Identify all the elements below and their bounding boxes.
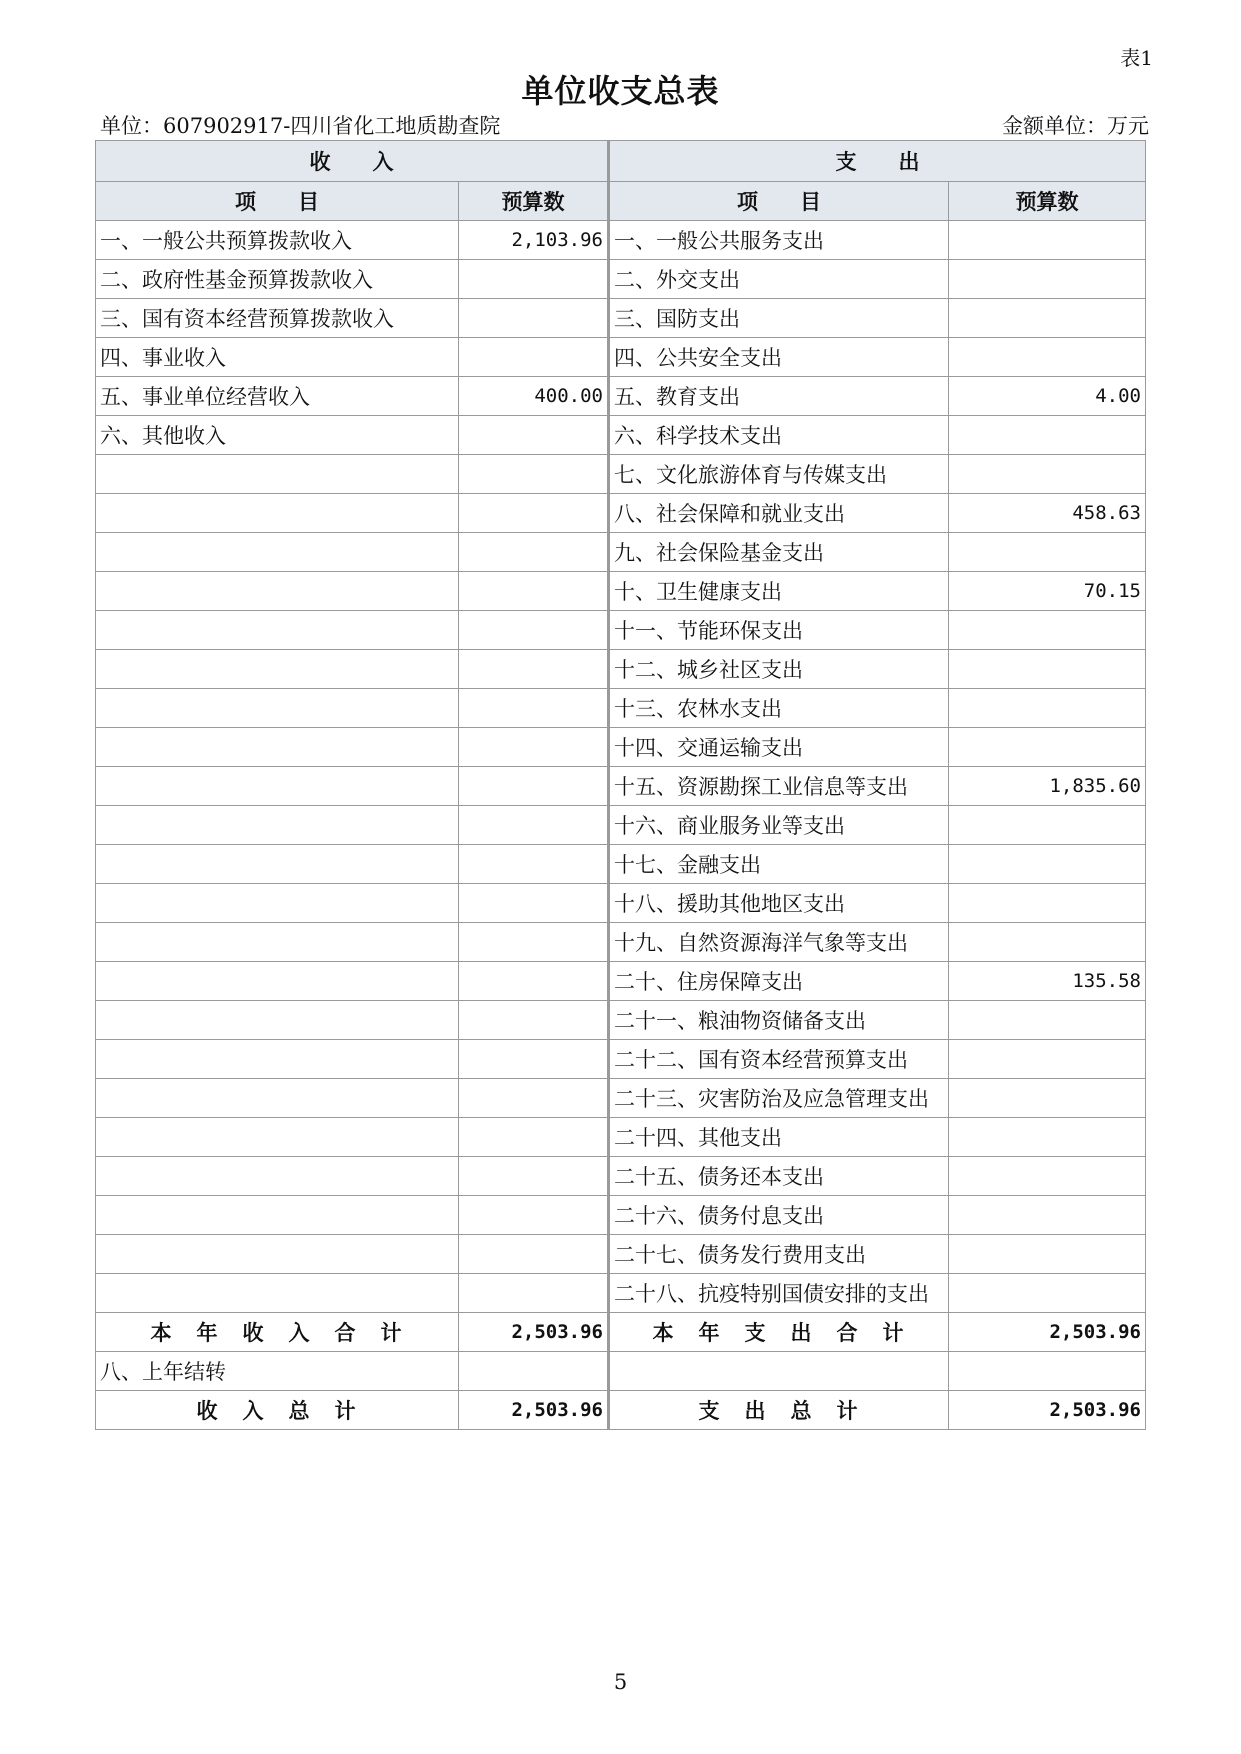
grand-income-total-label: 收 入 总 计 — [96, 1391, 459, 1430]
income-value-cell — [459, 1118, 609, 1157]
income-item-cell — [96, 455, 459, 494]
income-value-cell: 400.00 — [459, 377, 609, 416]
table-row — [96, 299, 1146, 338]
income-item-cell — [96, 1001, 459, 1040]
expense-item-cell: 十八、援助其他地区支出 — [609, 884, 949, 923]
grand-income-total-value: 2,503.96 — [459, 1391, 609, 1430]
income-item-cell: 五、事业单位经营收入 — [96, 377, 459, 416]
table-row — [96, 728, 1146, 767]
income-value-cell — [459, 1274, 609, 1313]
income-item-cell — [96, 1157, 459, 1196]
expense-item-cell: 二十五、债务还本支出 — [609, 1157, 949, 1196]
income-value-cell — [459, 260, 609, 299]
expense-item-cell: 二十七、债务发行费用支出 — [609, 1235, 949, 1274]
expense-item-cell: 十六、商业服务业等支出 — [609, 806, 949, 845]
income-value-cell — [459, 1001, 609, 1040]
income-value-cell — [459, 1040, 609, 1079]
expense-item-cell: 六、科学技术支出 — [609, 416, 949, 455]
income-item-cell: 一、一般公共预算拨款收入 — [96, 221, 459, 260]
expense-item-cell: 二、外交支出 — [609, 260, 949, 299]
expense-value-cell — [949, 845, 1146, 884]
expense-value-cell: 70.15 — [949, 572, 1146, 611]
income-value-cell — [459, 533, 609, 572]
page-title: 单位收支总表 — [521, 72, 720, 110]
income-value-cell — [459, 611, 609, 650]
expense-item-cell: 十九、自然资源海洋气象等支出 — [609, 923, 949, 962]
expense-value-cell — [949, 689, 1146, 728]
expense-item-cell: 二十、住房保障支出 — [609, 962, 949, 1001]
income-item-cell — [96, 728, 459, 767]
table-row — [96, 689, 1146, 728]
expense-item-cell: 二十六、债务付息支出 — [609, 1196, 949, 1235]
expense-budget-header: 预算数 — [949, 182, 1146, 221]
income-item-cell: 三、国有资本经营预算拨款收入 — [96, 299, 459, 338]
year-expense-total-label: 本 年 支 出 合 计 — [609, 1313, 949, 1352]
grand-expense-total-value: 2,503.96 — [949, 1391, 1146, 1430]
expense-item-cell: 十一、节能环保支出 — [609, 611, 949, 650]
expense-item-cell: 十、卫生健康支出 — [609, 572, 949, 611]
expense-value-cell: 4.00 — [949, 377, 1146, 416]
expense-item-cell: 七、文化旅游体育与传媒支出 — [609, 455, 949, 494]
income-item-cell — [96, 650, 459, 689]
expense-item-cell: 三、国防支出 — [609, 299, 949, 338]
income-value-cell — [459, 728, 609, 767]
table-row — [96, 884, 1146, 923]
expense-value-cell — [949, 884, 1146, 923]
income-value-cell — [459, 962, 609, 1001]
expense-item-cell: 十四、交通运输支出 — [609, 728, 949, 767]
income-item-cell — [96, 1196, 459, 1235]
expense-item-cell: 八、社会保障和就业支出 — [609, 494, 949, 533]
budget-summary-table — [95, 140, 1146, 1430]
income-item-cell — [96, 1118, 459, 1157]
table-row — [96, 845, 1146, 884]
income-item-cell — [96, 1235, 459, 1274]
currency-label: 金额单位：万元 — [1002, 114, 1149, 138]
carryover-expense-value — [949, 1352, 1146, 1391]
expense-value-cell — [949, 1196, 1146, 1235]
income-item-cell — [96, 1079, 459, 1118]
income-value-cell — [459, 689, 609, 728]
income-value-cell — [459, 650, 609, 689]
table-row — [96, 611, 1146, 650]
income-item-cell — [96, 1040, 459, 1079]
table-row — [96, 377, 1146, 416]
grand-expense-total-label: 支 出 总 计 — [609, 1391, 949, 1430]
year-expense-total-value: 2,503.96 — [949, 1313, 1146, 1352]
income-item-cell — [96, 767, 459, 806]
table-row — [96, 572, 1146, 611]
income-item-cell — [96, 572, 459, 611]
income-section-header: 收 入 — [96, 141, 609, 182]
expense-value-cell — [949, 611, 1146, 650]
expense-value-cell — [949, 416, 1146, 455]
income-item-cell — [96, 533, 459, 572]
year-income-total-label: 本 年 收 入 合 计 — [96, 1313, 459, 1352]
income-value-cell: 2,103.96 — [459, 221, 609, 260]
expense-value-cell — [949, 806, 1146, 845]
expense-item-cell: 二十四、其他支出 — [609, 1118, 949, 1157]
expense-value-cell: 1,835.60 — [949, 767, 1146, 806]
expense-value-cell — [949, 1118, 1146, 1157]
income-item-header: 项 目 — [96, 182, 459, 221]
table-row — [96, 1118, 1146, 1157]
expense-value-cell — [949, 1235, 1146, 1274]
expense-value-cell — [949, 455, 1146, 494]
grand-total-row — [96, 1391, 1146, 1430]
income-item-cell — [96, 845, 459, 884]
expense-value-cell — [949, 1079, 1146, 1118]
carryover-row — [96, 1352, 1146, 1391]
expense-item-cell: 二十三、灾害防治及应急管理支出 — [609, 1079, 949, 1118]
table-body — [96, 221, 1146, 1430]
carryover-income-value — [459, 1352, 609, 1391]
income-item-cell — [96, 611, 459, 650]
expense-item-header: 项 目 — [609, 182, 949, 221]
table-row — [96, 1040, 1146, 1079]
table-row — [96, 1001, 1146, 1040]
expense-item-cell: 二十八、抗疫特别国债安排的支出 — [609, 1274, 949, 1313]
expense-item-cell: 十七、金融支出 — [609, 845, 949, 884]
income-item-cell — [96, 494, 459, 533]
income-value-cell — [459, 494, 609, 533]
income-item-cell — [96, 806, 459, 845]
income-value-cell — [459, 1157, 609, 1196]
income-value-cell — [459, 845, 609, 884]
table-row — [96, 1274, 1146, 1313]
expense-value-cell — [949, 260, 1146, 299]
expense-value-cell — [949, 923, 1146, 962]
income-value-cell — [459, 338, 609, 377]
expense-item-cell: 一、一般公共服务支出 — [609, 221, 949, 260]
unit-label: 单位：607902917-四川省化工地质勘查院 — [100, 114, 501, 138]
expense-item-cell: 十三、农林水支出 — [609, 689, 949, 728]
table-row — [96, 338, 1146, 377]
income-item-cell: 六、其他收入 — [96, 416, 459, 455]
income-item-cell — [96, 923, 459, 962]
income-value-cell — [459, 572, 609, 611]
income-item-cell: 四、事业收入 — [96, 338, 459, 377]
income-value-cell — [459, 299, 609, 338]
expense-value-cell — [949, 728, 1146, 767]
expense-section-header: 支 出 — [609, 141, 1146, 182]
income-item-cell — [96, 689, 459, 728]
table-row — [96, 416, 1146, 455]
table-row — [96, 1079, 1146, 1118]
income-item-cell — [96, 1274, 459, 1313]
table-row — [96, 260, 1146, 299]
carryover-expense-item — [609, 1352, 949, 1391]
income-item-cell — [96, 884, 459, 923]
income-value-cell — [459, 884, 609, 923]
table-row — [96, 494, 1146, 533]
table-row — [96, 923, 1146, 962]
income-item-cell: 二、政府性基金预算拨款收入 — [96, 260, 459, 299]
income-value-cell — [459, 1079, 609, 1118]
expense-value-cell: 458.63 — [949, 494, 1146, 533]
expense-value-cell — [949, 533, 1146, 572]
page-number: 5 — [613, 1670, 628, 1694]
table-row — [96, 962, 1146, 1001]
expense-item-cell: 十五、资源勘探工业信息等支出 — [609, 767, 949, 806]
income-value-cell — [459, 923, 609, 962]
income-value-cell — [459, 455, 609, 494]
table-row — [96, 1196, 1146, 1235]
carryover-income-item: 八、上年结转 — [96, 1352, 459, 1391]
table-row — [96, 221, 1146, 260]
expense-value-cell — [949, 1001, 1146, 1040]
income-budget-header: 预算数 — [459, 182, 609, 221]
expense-item-cell: 九、社会保险基金支出 — [609, 533, 949, 572]
expense-item-cell: 二十二、国有资本经营预算支出 — [609, 1040, 949, 1079]
table-row — [96, 1235, 1146, 1274]
table-row — [96, 533, 1146, 572]
table-row — [96, 767, 1146, 806]
expense-item-cell: 十二、城乡社区支出 — [609, 650, 949, 689]
year-income-total-value: 2,503.96 — [459, 1313, 609, 1352]
expense-value-cell — [949, 299, 1146, 338]
income-value-cell — [459, 416, 609, 455]
income-value-cell — [459, 767, 609, 806]
expense-value-cell — [949, 650, 1146, 689]
income-item-cell — [96, 962, 459, 1001]
income-value-cell — [459, 806, 609, 845]
expense-value-cell — [949, 221, 1146, 260]
table-row — [96, 1157, 1146, 1196]
income-value-cell — [459, 1196, 609, 1235]
income-value-cell — [459, 1235, 609, 1274]
table-row — [96, 650, 1146, 689]
expense-value-cell — [949, 1040, 1146, 1079]
expense-value-cell — [949, 338, 1146, 377]
expense-value-cell — [949, 1157, 1146, 1196]
table-meta — [100, 110, 1149, 138]
expense-value-cell: 135.58 — [949, 962, 1146, 1001]
expense-item-cell: 二十一、粮油物资储备支出 — [609, 1001, 949, 1040]
table-row — [96, 455, 1146, 494]
year-total-row — [96, 1313, 1146, 1352]
expense-item-cell: 四、公共安全支出 — [609, 338, 949, 377]
expense-item-cell: 五、教育支出 — [609, 377, 949, 416]
expense-value-cell — [949, 1274, 1146, 1313]
table-row — [96, 806, 1146, 845]
table-number: 表1 — [1120, 46, 1153, 70]
